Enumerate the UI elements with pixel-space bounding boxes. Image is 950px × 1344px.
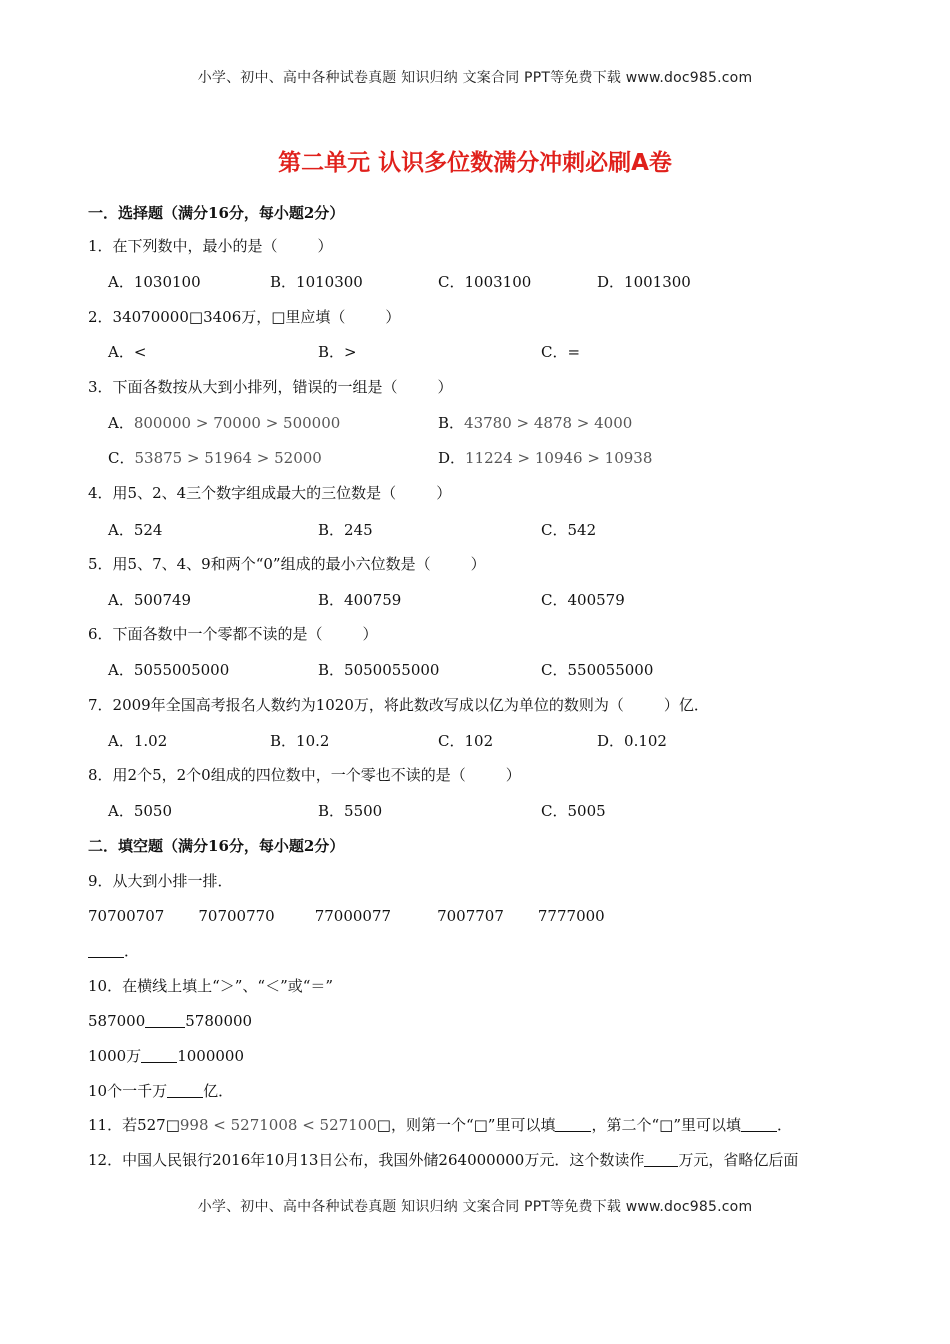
option-c[interactable]	[108, 448, 322, 468]
period: ．	[124, 942, 140, 960]
question-11	[88, 1115, 792, 1135]
option-a[interactable]: A．500749	[108, 591, 192, 609]
question-5	[88, 554, 486, 574]
option-c[interactable]: C．102	[438, 732, 494, 750]
question-6	[88, 624, 378, 644]
option-c[interactable]: C．542	[541, 521, 597, 539]
answer-blank[interactable]	[644, 1151, 678, 1167]
number-item: 7777000	[537, 907, 605, 925]
question-stem: 7．2009年全国高考报名人数约为1020万，将此数改写成以亿为单位的数则为（	[88, 696, 624, 714]
option-expression: 43780 > 4878 > 4000	[464, 414, 633, 432]
option-b[interactable]: B．>	[318, 343, 357, 361]
question-2	[88, 307, 400, 327]
paren-close: ）	[437, 378, 453, 396]
question-stem: 11．若527□	[88, 1116, 180, 1134]
option-b[interactable]: B．5050055000	[318, 661, 440, 679]
option-a[interactable]: A．<	[108, 343, 147, 361]
option-a[interactable]: A．1030100	[108, 273, 201, 291]
option-d[interactable]: D．1001300	[597, 273, 691, 291]
option-c[interactable]: C．400579	[541, 591, 625, 609]
period: ．	[777, 1116, 793, 1134]
compare-line-2	[88, 1046, 244, 1066]
compare-left: 1000万	[88, 1047, 142, 1065]
question-7	[88, 695, 709, 715]
option-expression: 800000 > 70000 > 500000	[133, 414, 341, 432]
answer-blank[interactable]	[741, 1116, 777, 1132]
question-text: □，则第一个“□”里可以填	[376, 1116, 556, 1134]
page-header: 小学、初中、高中各种试卷真题 知识归纳 文案合同 PPT等免费下载 www.doc985.com	[197, 70, 753, 86]
question-stem: 6．下面各数中一个零都不读的是（	[88, 625, 323, 643]
page-title: 第二单元 认识多位数满分冲刺必刷A卷	[278, 150, 672, 176]
option-label: B．	[438, 414, 465, 432]
option-expression: 11224 > 10946 > 10938	[465, 449, 653, 467]
compare-right: 1000000	[177, 1047, 244, 1065]
paren-close: ）	[470, 555, 486, 573]
page-footer: 小学、初中、高中各种试卷真题 知识归纳 文案合同 PPT等免费下载 www.doc985.com	[197, 1199, 753, 1215]
question-stem: 3．下面各数按从大到小排列，错误的一组是（	[88, 378, 398, 396]
option-a[interactable]	[108, 413, 340, 433]
number-item: 7007707	[437, 907, 504, 925]
answer-blank[interactable]	[141, 1047, 177, 1063]
option-expression: 53875 > 51964 > 52000	[134, 449, 322, 467]
paren-close: ）	[317, 237, 333, 255]
question-stem: 8．用2个5，2个0组成的四位数中，一个零也不读的是（	[88, 766, 466, 784]
question-10: 10．在横线上填上“＞”、“＜”或“＝”	[88, 977, 334, 995]
question-text: 万元，省略亿后面	[678, 1151, 799, 1169]
answer-blank[interactable]	[167, 1082, 203, 1098]
option-b[interactable]: B．400759	[318, 591, 402, 609]
option-d[interactable]	[438, 448, 652, 468]
option-label: C．	[108, 449, 135, 467]
answer-blank[interactable]	[145, 1012, 185, 1028]
question-3	[88, 377, 453, 397]
paren-close: ）亿．	[663, 696, 709, 714]
question-8	[88, 765, 521, 785]
paren-close: ）	[385, 308, 401, 326]
section-heading-fill: 二．填空题（满分16分，每小题2分）	[88, 837, 345, 855]
compare-left: 587000	[88, 1012, 146, 1030]
question-1	[88, 236, 333, 256]
option-c[interactable]: C．550055000	[541, 661, 654, 679]
question-stem: 1．在下列数中，最小的是（	[88, 237, 278, 255]
number-item: 77000077	[314, 907, 392, 925]
option-b[interactable]: B．5500	[318, 802, 383, 820]
answer-blank[interactable]	[88, 942, 124, 958]
number-item: 70700770	[198, 907, 275, 925]
compare-right: 5780000	[185, 1012, 253, 1030]
option-b[interactable]: B．245	[318, 521, 373, 539]
option-a[interactable]: A．1.02	[108, 732, 168, 750]
question-stem: 2．34070000□3406万，□里应填（	[88, 308, 346, 326]
compare-right: 亿．	[203, 1082, 234, 1100]
question-4	[88, 483, 451, 503]
question-12	[88, 1150, 798, 1170]
option-label: D．	[438, 449, 466, 467]
option-c[interactable]: C．=	[541, 343, 581, 361]
option-b[interactable]: B．10.2	[270, 732, 330, 750]
option-b[interactable]: B．1010300	[270, 273, 363, 291]
answer-blank[interactable]	[555, 1116, 591, 1132]
paren-close: ）	[362, 625, 378, 643]
question-stem: 4．用5、2、4三个数字组成最大的三位数是（	[88, 484, 397, 502]
number-item: 70700707	[88, 907, 165, 925]
option-label: A．	[108, 414, 134, 432]
section-heading-choice: 一．选择题（满分16分，每小题2分）	[88, 204, 345, 222]
option-a[interactable]: A．524	[108, 521, 163, 539]
number-list	[88, 906, 639, 926]
compare-line-1	[88, 1011, 252, 1031]
option-a[interactable]: A．5055005000	[108, 661, 230, 679]
option-b[interactable]	[438, 413, 632, 433]
question-stem: 12．中国人民银行2016年10月13日公布，我国外储264000000万元．这个数读作	[88, 1151, 645, 1169]
option-d[interactable]: D．0.102	[597, 732, 667, 750]
inequality-expression: 998 < 5271008 < 527100	[179, 1116, 377, 1134]
paren-close: ）	[505, 766, 521, 784]
question-9: 9．从大到小排一排．	[88, 872, 233, 890]
option-c[interactable]: C．1003100	[438, 273, 532, 291]
compare-left: 10个一千万	[88, 1082, 168, 1100]
option-a[interactable]: A．5050	[108, 802, 173, 820]
paren-close: ）	[436, 484, 452, 502]
option-c[interactable]: C．5005	[541, 802, 606, 820]
answer-line-q9	[88, 941, 139, 961]
question-stem: 5．用5、7、4、9和两个“0”组成的最小六位数是（	[88, 555, 431, 573]
compare-line-3	[88, 1081, 233, 1101]
question-text: ，第二个“□”里可以填	[591, 1116, 741, 1134]
